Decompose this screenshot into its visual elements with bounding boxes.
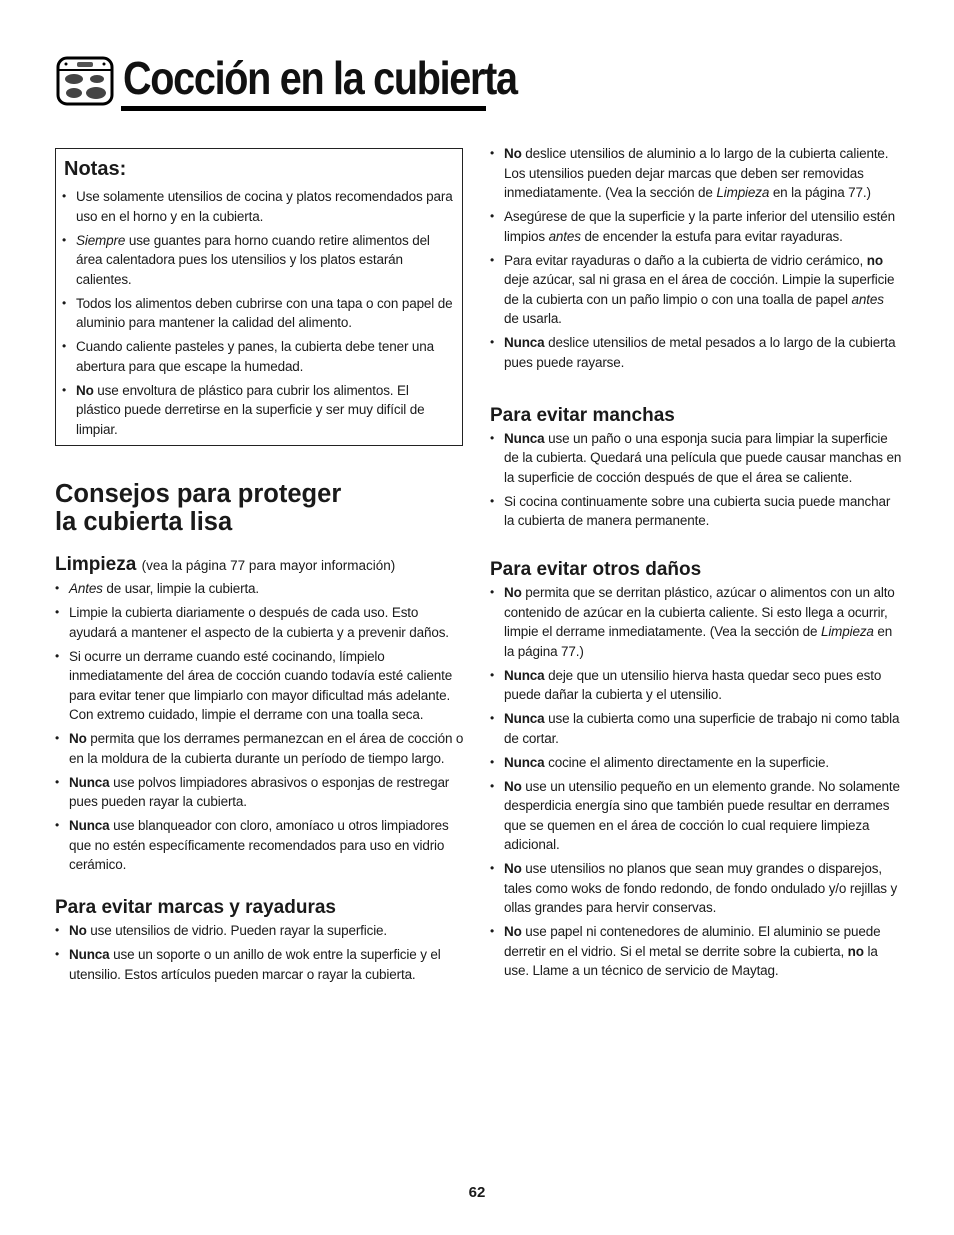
utensil-list	[490, 144, 902, 372]
page-header	[55, 52, 517, 114]
left-column	[55, 148, 465, 989]
list-item: • Nunca use la cubierta como una superficie de trabajo ni como tabla de cortar.	[490, 709, 902, 748]
list-item: • No use un utensilio pequeño en un elemento grande. No solamente desperdicia energía sino que también puede resultar en derrames que se quemen en el área de cocción lo cual requiere limpieza adicional.	[490, 777, 902, 855]
page-number: 62	[468, 1184, 486, 1201]
list-item: • Nunca deslice utensilios de metal pesados a lo largo de la cubierta pues puede rayarse.	[490, 333, 902, 372]
otros-heading: Para evitar otros daños	[490, 559, 702, 580]
list-item: • Nunca use polvos limpiadores abrasivos o esponjas de restregar pues pueden rayar la cubierta.	[55, 773, 465, 812]
limpieza-heading	[55, 554, 465, 577]
list-item: • Siempre use guantes para horno cuando retire alimentos del área calentadora pues los utensilios y los platos estarán calientes.	[62, 231, 456, 290]
list-item: • Cuando caliente pasteles y panes, la cubierta debe tener una abertura para que escape la humedad.	[62, 337, 456, 376]
list-item: • Asegúrese de que la superficie y la parte inferior del utensilio estén limpios antes de encender la estufa para evitar rayaduras.	[490, 207, 902, 246]
list-item: • Si ocurre un derrame cuando esté cocinando, límpielo inmediatamente del área de cocción cuando todavía esté caliente para evitar tener que limpiarlo con mayor dificultad más adelante. Con extremo cuidado, limpie el derrame con una toalla seca.	[55, 647, 465, 725]
list-item: • No use papel ni contenedores de aluminio. El aluminio se puede derretir en el vidrio. Si el metal se derrite sobre la cubierta, no la use. Llame a un técnico de servicio de Maytag.	[490, 922, 902, 981]
manchas-list	[490, 429, 902, 531]
consejos-heading	[55, 480, 465, 536]
notes-title: Notas:	[64, 158, 127, 180]
consejos-heading-line1: Consejos para proteger	[55, 480, 342, 508]
list-item: • Nunca deje que un utensilio hierva hasta quedar seco pues esto puede dañar la cubierta y el utensilio.	[490, 666, 902, 705]
otros-list	[490, 583, 902, 981]
list-item: • No use utensilios no planos que sean muy grandes o disparejos, tales como woks de fondo redondo, de fondo ondulado y/o rejillas y ollas grandes para hervir conservas.	[490, 859, 902, 918]
notes-box	[55, 148, 463, 446]
list-item: • Nunca use un soporte o un anillo de wok entre la superficie y el utensilio. Estos artículos pueden marcar o rayar la cubierta.	[55, 945, 465, 984]
limpieza-note: (vea la página 77 para mayor información)	[141, 558, 396, 573]
marcas-list	[55, 921, 465, 984]
list-item: • Antes de usar, limpie la cubierta.	[55, 579, 465, 599]
limpieza-list	[55, 579, 465, 875]
list-item: • Nunca use blanqueador con cloro, amoníaco u otros limpiadores que no estén específicamente recomendados para uso en vidrio cerámico.	[55, 816, 465, 875]
list-item: • No deslice utensilios de aluminio a lo largo de la cubierta caliente. Los utensilios pueden dejar marcas que deben ser removidas inmediatamente. (Vea la sección de Limpieza en la página 77.)	[490, 144, 902, 203]
right-column	[490, 144, 902, 985]
manchas-heading: Para evitar manchas	[490, 404, 675, 426]
page-title: Cocción en la cubierta	[123, 52, 517, 104]
list-item: • Use solamente utensilios de cocina y platos recomendados para uso en el horno y en la cubierta.	[62, 187, 456, 226]
list-item: • Nunca use un paño o una esponja sucia para limpiar la superficie de la cubierta. Quedará una película que puede causar manchas en la superficie de cocción después de que el área se caliente.	[490, 429, 902, 488]
list-item: • Todos los alimentos deben cubrirse con una tapa o con papel de aluminio para mantener la calidad del alimento.	[62, 294, 456, 333]
list-item: • Limpie la cubierta diariamente o después de cada uso. Esto ayudará a mantener el aspecto de la cubierta y a prevenir daños.	[55, 603, 465, 642]
marcas-heading: Para evitar marcas y rayaduras	[55, 897, 336, 918]
list-item: • No permita que los derrames permanezcan en el área de cocción o en la moldura de la cubierta durante un período de tiempo largo.	[55, 729, 465, 768]
list-item: • Nunca cocine el alimento directamente en la superficie.	[490, 753, 902, 773]
notes-list	[62, 187, 456, 439]
list-item: • Para evitar rayaduras o daño a la cubierta de vidrio cerámico, no deje azúcar, sal ni grasa en el área de cocción. Limpie la superficie de la cubierta con un paño limpio o con una toalla de papel antes de usarla.	[490, 251, 902, 329]
list-item: • No permita que se derritan plástico, azúcar o alimentos con un alto contenido de azúcar en la cubierta caliente. Si esto llega a ocurrir, limpie el derrame inmediatamente. (Vea la sección de Limpieza en la página 77.)	[490, 583, 902, 661]
cooktop-icon	[55, 55, 115, 107]
list-item: • No use utensilios de vidrio. Pueden rayar la superficie.	[55, 921, 465, 941]
consejos-heading-line2: la cubierta lisa	[55, 508, 233, 536]
limpieza-title: Limpieza	[55, 554, 137, 575]
title-underline	[121, 106, 486, 111]
list-item: • No use envoltura de plástico para cubrir los alimentos. El plástico puede derretirse en la superficie y ser muy difícil de limpiar.	[62, 381, 456, 440]
list-item: • Si cocina continuamente sobre una cubierta sucia puede manchar la cubierta de manera permanente.	[490, 492, 902, 531]
